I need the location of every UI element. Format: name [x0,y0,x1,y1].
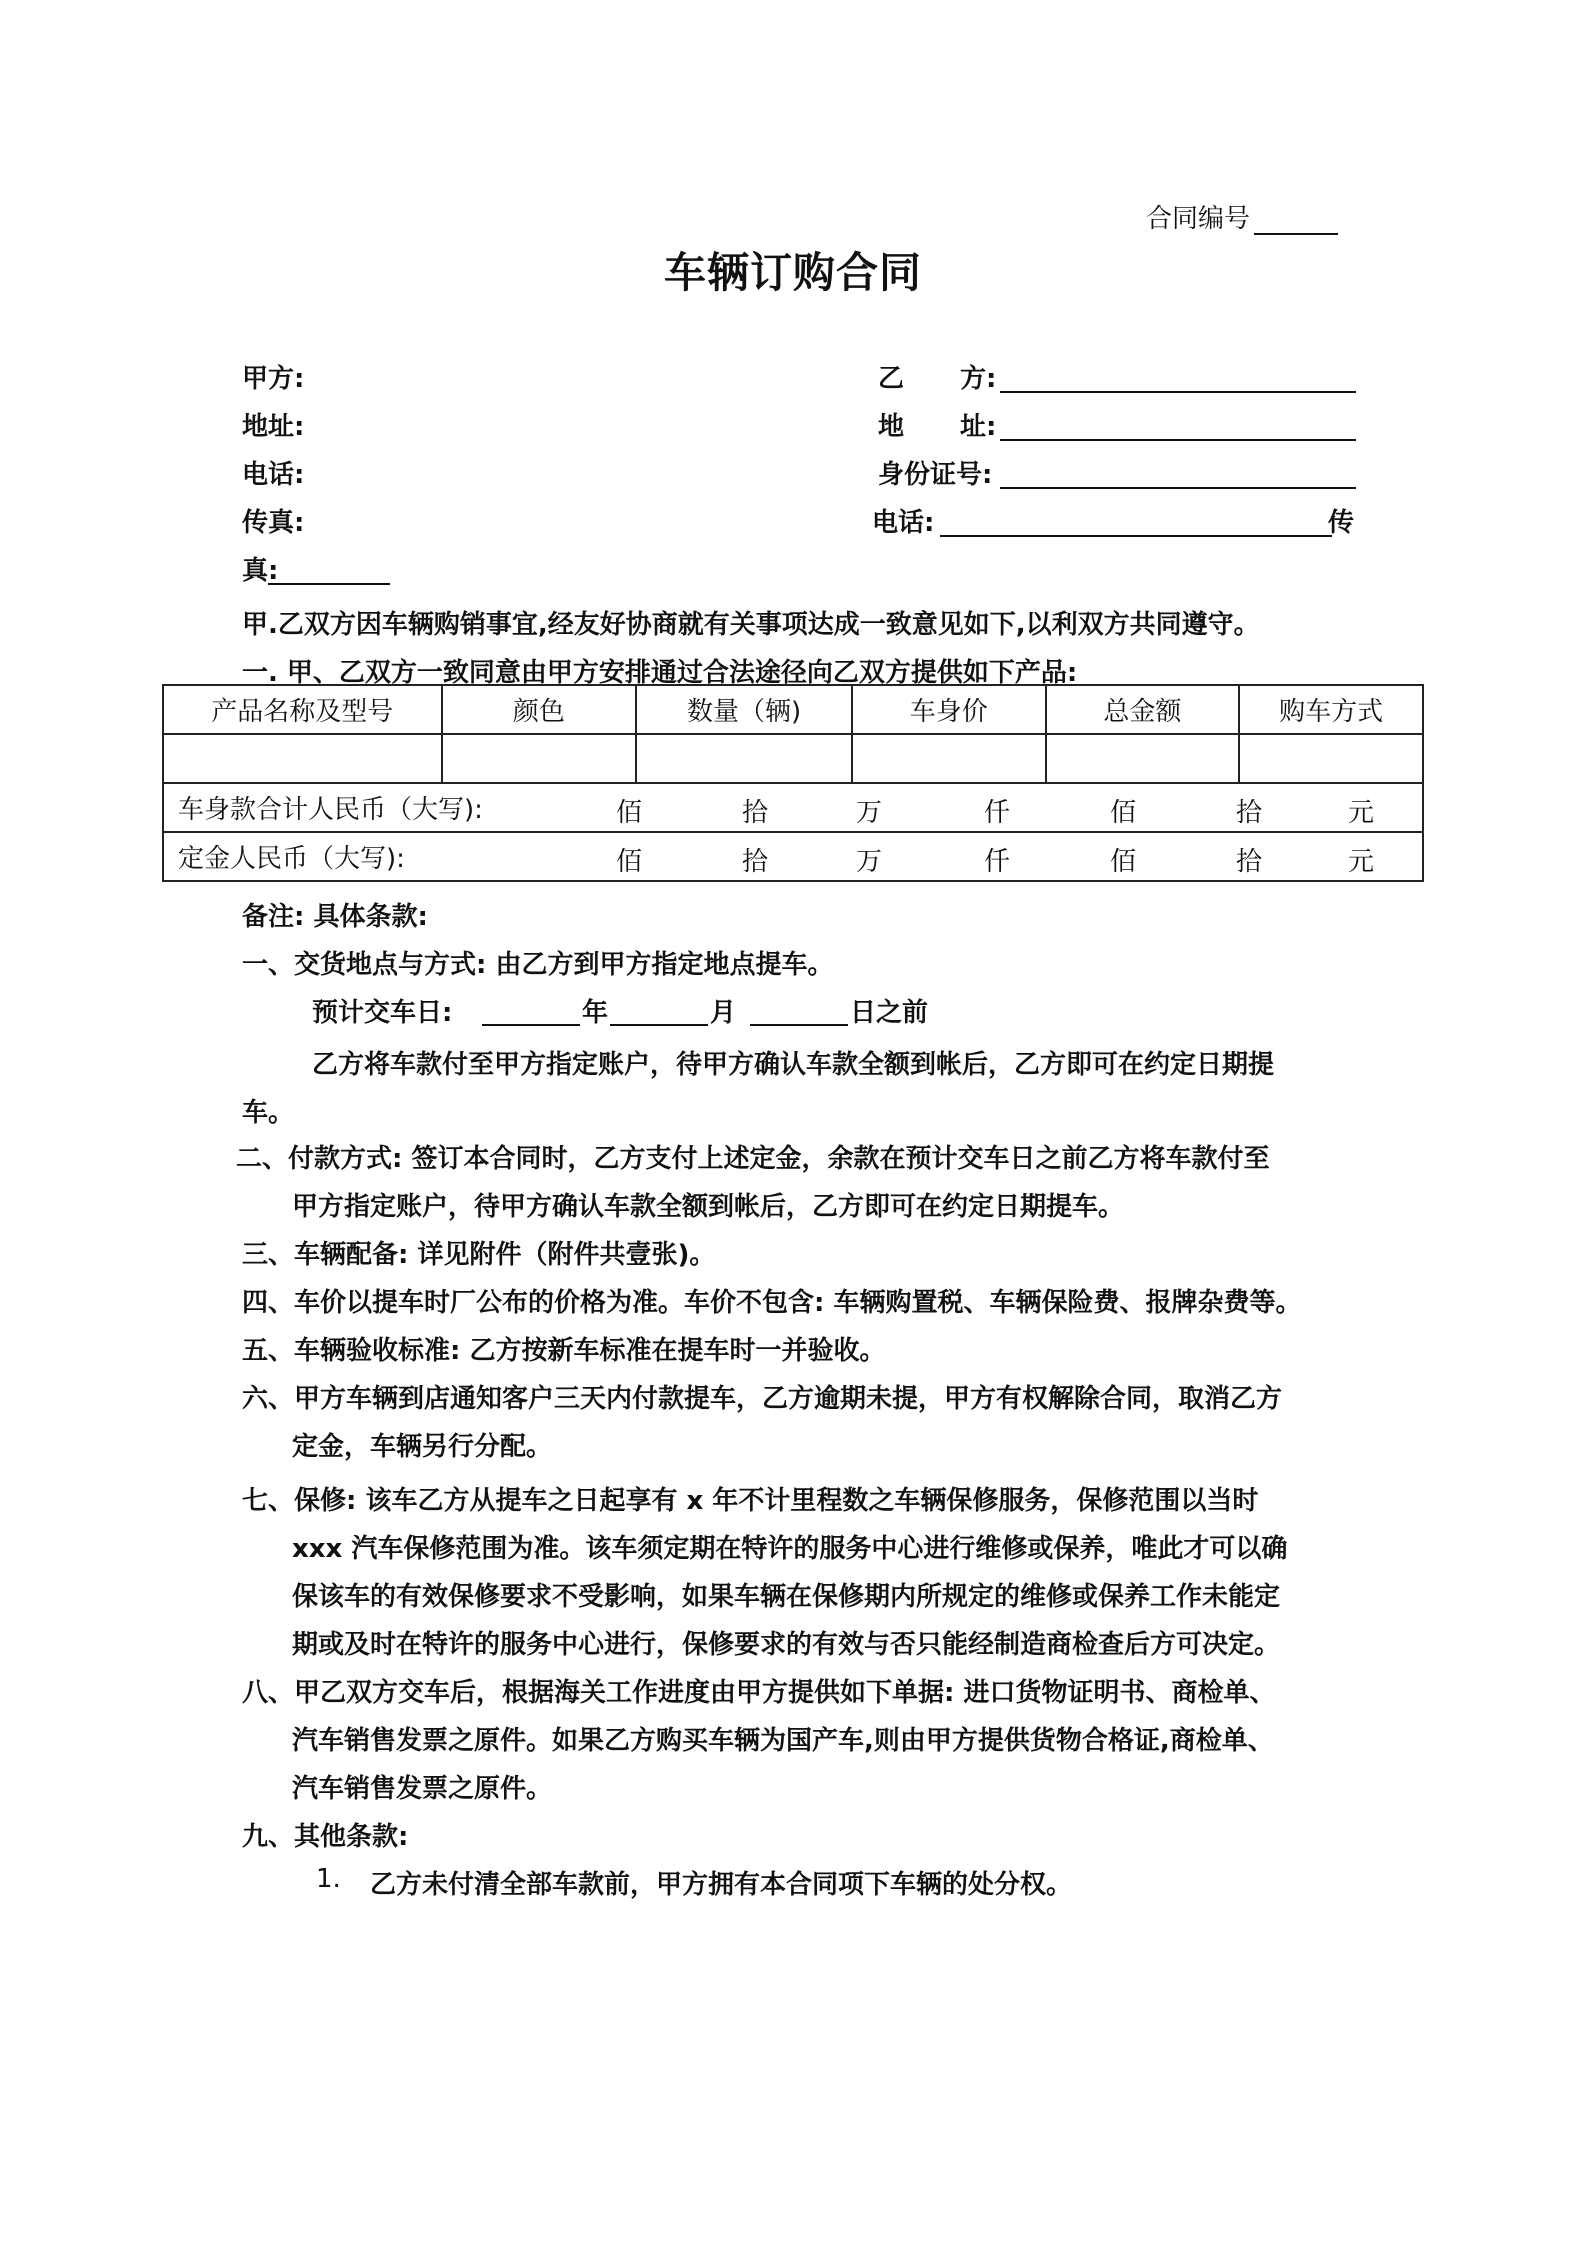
intro-paragraph: 甲.乙双方因车辆购销事宜,经友好协商就有关事项达成一致意见如下,以利双方共同遵守。 [242,610,1260,640]
unit-label: 拾 [742,847,769,877]
unit-label: 万 [856,847,883,877]
deposit-row [163,832,1423,881]
clause-9-item-1: 乙方未付清全部车款前，甲方拥有本合同项下车辆的处分权。 [370,1870,1073,1900]
clause-9-item-1-number: 1. [316,1864,341,1894]
unit-label: 元 [1348,798,1375,828]
party-b-fax-field[interactable] [268,583,390,585]
header-purchase-method: 购车方式 [1239,685,1423,734]
party-b-phone-label: 电话: [872,508,935,538]
unit-label: 万 [856,798,883,828]
clause-6-line-2: 定金，车辆另行分配。 [292,1432,553,1462]
header-color: 颜色 [442,685,637,734]
cell-quantity[interactable] [636,734,852,783]
clause-5: 五、车辆验收标准: 乙方按新车标准在提车时一并验收。 [242,1336,886,1366]
unit-label: 拾 [1236,798,1263,828]
clause-6-line-1: 六、甲方车辆到店通知客户三天内付款提车，乙方逾期未提，甲方有权解除合同，取消乙方 [242,1384,1283,1414]
clause-8-line-1: 八、甲乙双方交车后，根据海关工作进度由甲方提供如下单据: 进口货物证明书、商检单、 [242,1678,1276,1708]
party-a-fax-label: 传真: [242,508,305,538]
party-b-address-field[interactable] [1000,439,1356,441]
deposit-label: 定金人民币（大写): [178,844,405,874]
header-total-amount: 总金额 [1046,685,1240,734]
delivery-year-label: 年 [582,998,609,1028]
delivery-year-field[interactable] [482,1024,580,1026]
clause-8-line-2: 汽车销售发票之原件。如果乙方购买车辆为国产车,则由甲方提供货物合格证,商检单、 [292,1726,1274,1756]
cell-purchase-method[interactable] [1239,734,1423,783]
party-b-id-label: 身份证号: [878,460,993,490]
cell-body-price[interactable] [852,734,1046,783]
contract-number-label: 合同编号 [1146,204,1251,234]
header-product-name: 产品名称及型号 [163,685,442,734]
delivery-day-field[interactable] [750,1024,848,1026]
table-row [163,734,1423,783]
clause-7-line-1: 七、保修: 该车乙方从提车之日起享有 x 年不计里程数之车辆保修服务，保修范围以当时 [242,1486,1259,1516]
clause-2-line-2: 甲方指定账户，待甲方确认车款全额到帐后，乙方即可在约定日期提车。 [292,1192,1125,1222]
table-header-row [163,685,1423,734]
party-a-name-label: 甲方: [242,364,305,394]
clause-3: 三、车辆配备: 详见附件（附件共壹张)。 [242,1240,716,1270]
delivery-date-label: 预计交车日: [312,998,453,1028]
party-b-id-field[interactable] [1000,487,1356,489]
party-b-address-label-2: 址: [960,412,997,442]
cell-total-amount[interactable] [1046,734,1240,783]
unit-label: 仟 [984,798,1011,828]
unit-label: 拾 [742,798,769,828]
party-b-address-label-1: 地 [878,412,905,442]
delivery-month-field[interactable] [610,1024,708,1026]
contract-number-field[interactable] [1254,205,1338,235]
clause-1-line-2: 车。 [242,1098,295,1128]
contract-number [1146,198,1338,235]
party-b-fax-label-part2: 真: [242,556,279,586]
clause-1: 一、交货地点与方式: 由乙方到甲方指定地点提车。 [242,950,834,980]
unit-label: 佰 [1110,798,1137,828]
party-a-phone-label: 电话: [242,460,305,490]
clause-7-line-3: 保该车的有效保修要求不受影响，如果车辆在保修期内所规定的维修或保养工作未能定 [292,1582,1281,1612]
header-quantity: 数量（辆) [636,685,852,734]
deposit-cell[interactable] [163,832,1423,881]
unit-label: 仟 [984,847,1011,877]
clause-7-line-4: 期或及时在特许的服务中心进行，保修要求的有效与否只能经制造商检查后方可决定。 [292,1630,1281,1660]
total-amount-cell[interactable] [163,783,1423,832]
party-a-address-label: 地址: [242,412,305,442]
cell-color[interactable] [442,734,637,783]
delivery-month-label: 月 [710,998,737,1028]
clause-4: 四、车价以提车时厂公布的价格为准。车价不包含: 车辆购置税、车辆保险费、报牌杂费等。 [242,1288,1302,1318]
unit-label: 佰 [616,798,643,828]
product-table [162,684,1424,882]
delivery-day-label: 日之前 [850,998,929,1028]
party-b-phone-field[interactable] [940,535,1332,537]
clause-2-line-1: 二、付款方式: 签订本合同时，乙方支付上述定金，余款在预计交车日之前乙方将车款付至 [236,1144,1270,1174]
total-amount-row [163,783,1423,832]
header-body-price: 车身价 [852,685,1046,734]
clause-7-line-2: xxx 汽车保修范围为准。该车须定期在特许的服务中心进行维修或保养，唯此才可以确 [292,1534,1288,1564]
party-b-name-label-2: 方: [960,364,997,394]
unit-label: 拾 [1236,847,1263,877]
unit-label: 元 [1348,847,1375,877]
cell-product-name[interactable] [163,734,442,783]
clause-products: 一. 甲、乙双方一致同意由甲方安排通过合法途径向乙双方提供如下产品: [242,658,1078,688]
unit-label: 佰 [1110,847,1137,877]
party-b-name-field[interactable] [1000,391,1356,393]
total-amount-label: 车身款合计人民币（大写): [178,795,483,825]
clause-8-line-3: 汽车销售发票之原件。 [292,1774,553,1804]
clause-1-line-1: 乙方将车款付至甲方指定账户，待甲方确认车款全额到帐后，乙方即可在约定日期提 [312,1050,1275,1080]
remarks-title: 备注: 具体条款: [242,902,428,932]
page-title: 车辆订购合同 [663,248,922,297]
party-b-fax-label-part1: 传 [1328,508,1355,538]
unit-label: 佰 [616,847,643,877]
party-b-name-label-1: 乙 [878,364,905,394]
clause-9: 九、其他条款: [242,1822,409,1852]
